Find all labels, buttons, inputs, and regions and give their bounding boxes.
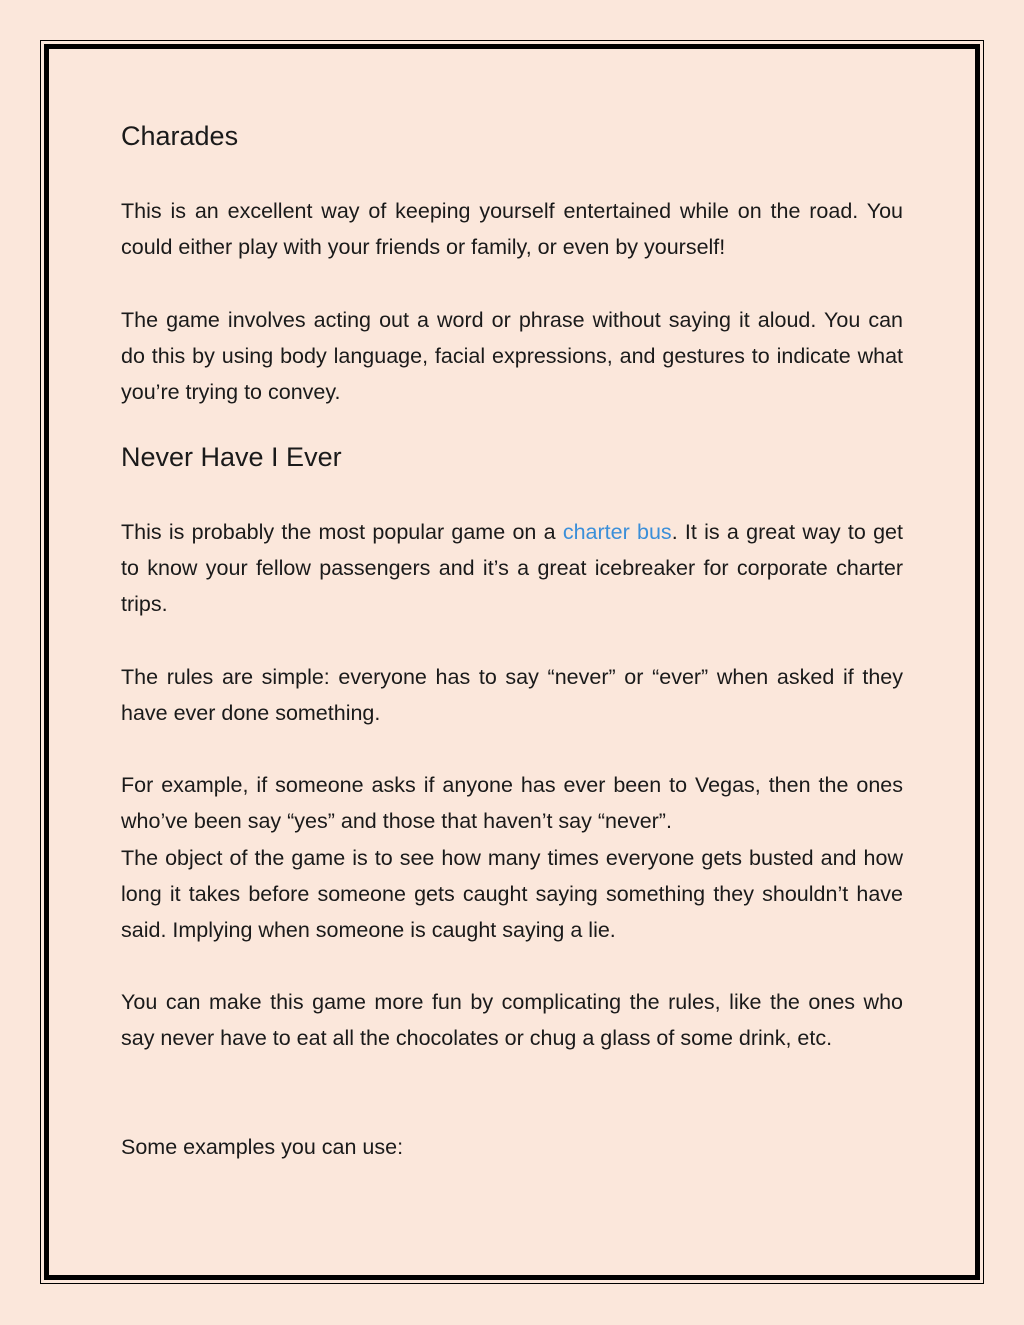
never-fun-paragraph: You can make this game more fun by complicating the rules, like the ones who say never have to eat all the chocolates or chug a glass of some drink, etc. <box>121 990 903 1051</box>
intro-text-after-link: . It is a great way to get to know your fellow passengers and it’s a great icebreaker for corporate charter trips. <box>121 520 903 617</box>
charter-bus-link[interactable]: charter bus <box>562 520 672 544</box>
charades-paragraph-2: The game involves acting out a word or phrase without saying it aloud. You can do this by using body language, facial expressions, and gestures to indicate what you’re trying to convey. <box>121 308 903 405</box>
never-examples-intro: Some examples you can use: <box>121 1135 404 1159</box>
never-intro-paragraph <box>121 514 903 622</box>
intro-text-before-link: This is probably the most popular game on a <box>121 520 563 544</box>
section-heading-charades: Charades <box>121 121 239 151</box>
never-object-paragraph: The object of the game is to see how many times everyone gets busted and how long it takes before someone gets caught saying something they shouldn’t have said. Implying when someone is caught saying a lie. <box>121 846 903 943</box>
section-heading-never-have-i-ever: Never Have I Ever <box>121 442 342 472</box>
never-example-paragraph: For example, if someone asks if anyone has ever been to Vegas, then the ones who’ve been say “yes” and those that haven’t say “never”. <box>121 773 903 834</box>
never-rules-paragraph: The rules are simple: everyone has to say “never” or “ever” when asked if they have ever done something. <box>121 665 903 726</box>
charades-paragraph-1: This is an excellent way of keeping yourself entertained while on the road. You could either play with your friends or family, or even by yourself! <box>121 199 903 260</box>
